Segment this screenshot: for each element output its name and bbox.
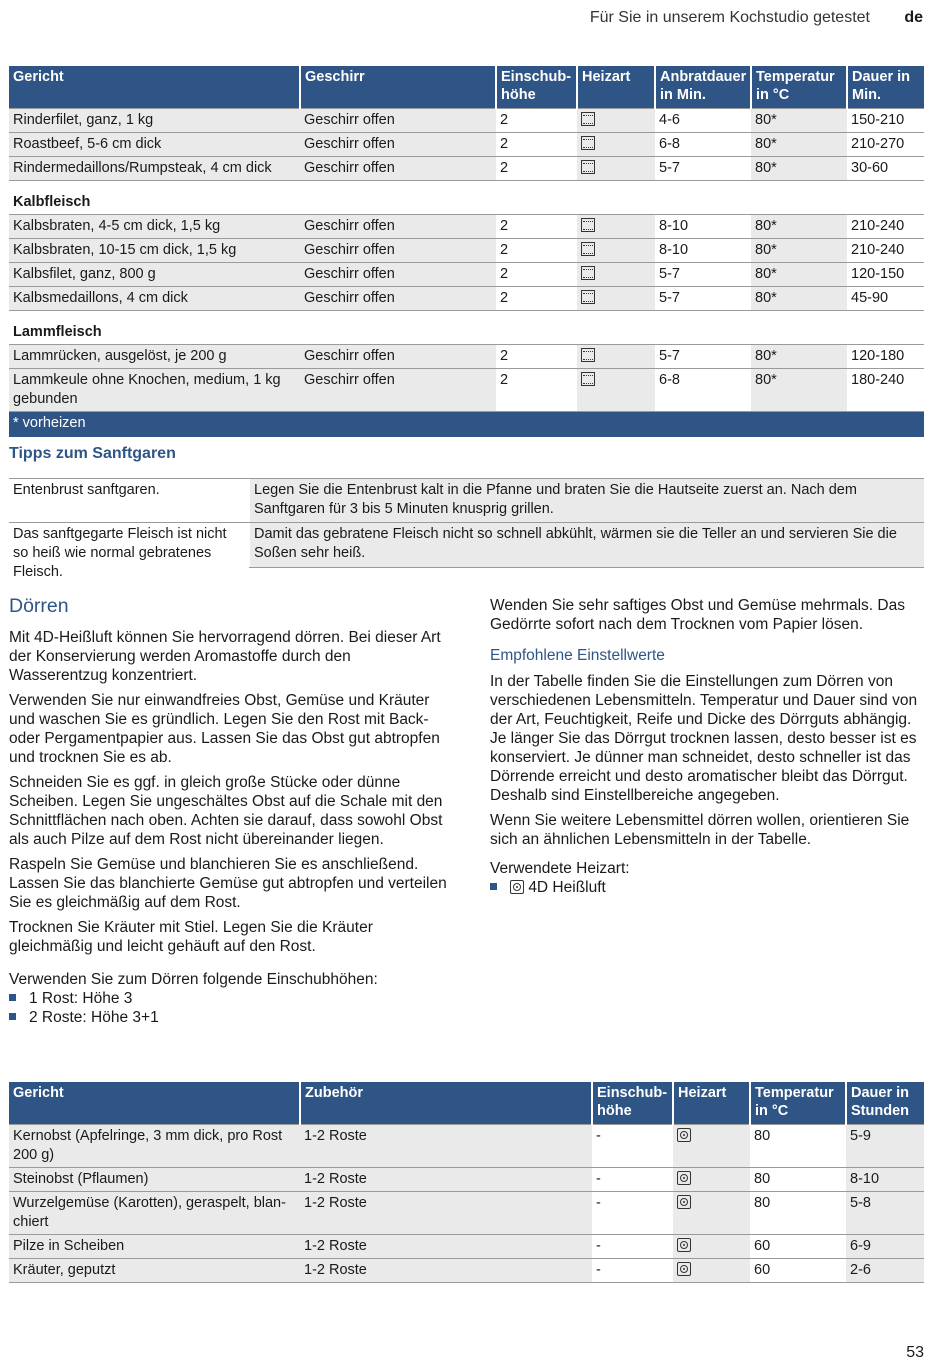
paragraph: Verwenden Sie nur einwandfreies Obst, Gemüse und Kräuter und waschen Sie es gründlich. Legen Sie den Rost mit Back- oder Pergamentpapier aus. Lassen Sie das Obst gut abtropfen und trocknen Sie es ab. xyxy=(9,692,440,766)
dishware-cell: Geschirr offen xyxy=(300,369,496,412)
table-header-row xyxy=(9,66,924,109)
duration-cell: 30-60 xyxy=(847,157,924,181)
sear-cell: 8-10 xyxy=(655,215,751,239)
level-cell: - xyxy=(592,1192,673,1235)
col-header-heating: Heizart xyxy=(673,1082,750,1125)
level-cell: 2 xyxy=(496,239,577,263)
duration-cell: 120-180 xyxy=(847,345,924,369)
paragraph: Schneiden Sie es ggf. in gleich große Stücke oder dünne Scheiben. Legen Sie ungeschältes Obst auf die Schale mit den Schnittflächen nach oben. Achten sie darauf, dass sowohl Obst als auch Pilze auf dem Rost nicht übereinander liegen. xyxy=(9,774,443,848)
tip-row xyxy=(9,522,924,580)
table-row xyxy=(9,215,924,239)
temp-cell: 80 xyxy=(750,1192,846,1235)
top-bottom-heat-icon xyxy=(581,348,595,362)
section-row xyxy=(9,181,924,215)
col-header-accessory: Zubehör xyxy=(300,1082,592,1125)
duration-cell: 210-240 xyxy=(847,239,924,263)
dish-cell: Lammkeule ohne Knochen, medium, 1 kg gebunden xyxy=(9,369,300,412)
level-cell: 2 xyxy=(496,133,577,157)
section-heading-doerren: Dörren xyxy=(9,595,69,617)
top-bottom-heat-icon xyxy=(581,242,595,256)
heating-cell xyxy=(577,369,655,412)
table-row xyxy=(9,369,924,412)
paragraph: Wenden Sie sehr saftiges Obst und Gemüse mehrmals. Das Gedörrte sofort nach dem Trocknen vom Papier lösen. xyxy=(490,597,905,633)
section-label: Lammfleisch xyxy=(9,311,924,345)
bullet-icon xyxy=(9,994,16,1001)
dishware-cell: Geschirr offen xyxy=(300,157,496,181)
accessory-cell: 1-2 Roste xyxy=(300,1259,592,1283)
temp-cell: 80* xyxy=(751,157,847,181)
heating-cell xyxy=(577,133,655,157)
table-row xyxy=(9,133,924,157)
table-row xyxy=(9,1235,924,1259)
heating-intro: Verwendete Heizart: xyxy=(490,860,630,877)
level-cell: - xyxy=(592,1125,673,1168)
tip-row xyxy=(9,478,924,523)
col-header-duration: Dauer in Stunden xyxy=(846,1082,924,1125)
sear-cell: 6-8 xyxy=(655,133,751,157)
duration-cell: 150-210 xyxy=(847,109,924,133)
duration-cell: 45-90 xyxy=(847,287,924,311)
temp-cell: 80 xyxy=(750,1168,846,1192)
duration-cell: 2-6 xyxy=(846,1259,924,1283)
heating-cell xyxy=(577,239,655,263)
bullet-icon xyxy=(490,883,497,890)
table-row xyxy=(9,1168,924,1192)
tip-problem: Das sanftgegarte Fleisch ist nicht so heiß wie normal gebratenes Fleisch. xyxy=(9,523,249,584)
list-item: 2 Roste: Höhe 3+1 xyxy=(9,1008,449,1027)
sear-cell: 5-7 xyxy=(655,157,751,181)
top-bottom-heat-icon xyxy=(581,160,595,174)
footnote-row xyxy=(9,412,924,438)
dish-cell: Kalbsfilet, ganz, 800 g xyxy=(9,263,300,287)
heating-cell xyxy=(577,287,655,311)
duration-cell: 5-8 xyxy=(846,1192,924,1235)
dish-cell: Kalbsbraten, 10-15 cm dick, 1,5 kg xyxy=(9,239,300,263)
page-number: 53 xyxy=(906,1344,924,1361)
col-header-dishware: Geschirr xyxy=(300,66,496,109)
dishware-cell: Geschirr offen xyxy=(300,133,496,157)
temp-cell: 80 xyxy=(750,1125,846,1168)
top-bottom-heat-icon xyxy=(581,266,595,280)
dishware-cell: Geschirr offen xyxy=(300,239,496,263)
sear-cell: 5-7 xyxy=(655,263,751,287)
temp-cell: 80* xyxy=(751,263,847,287)
tip-solution: Legen Sie die Entenbrust kalt in die Pfanne und braten Sie die Hautseite zuerst an. Nach dem Sanftgaren für 3 bis 5 Minuten knusprig grillen. xyxy=(250,479,924,523)
sear-cell: 5-7 xyxy=(655,287,751,311)
dishware-cell: Geschirr offen xyxy=(300,287,496,311)
table-row xyxy=(9,157,924,181)
col-header-dish: Gericht xyxy=(9,1082,300,1125)
level-cell: - xyxy=(592,1259,673,1283)
table-row xyxy=(9,287,924,311)
heating-cell xyxy=(673,1125,750,1168)
paragraph: Raspeln Sie Gemüse und blanchieren Sie es anschließend. Lassen Sie das blanchierte Gemüse gut abtropfen und verteilen Sie es gleichmäßig auf dem Rost. xyxy=(9,856,447,911)
table-header-row xyxy=(9,1082,924,1125)
temp-cell: 80* xyxy=(751,287,847,311)
sear-cell: 5-7 xyxy=(655,345,751,369)
bullet-icon xyxy=(9,1013,16,1020)
paragraph: Wenn Sie weitere Lebensmittel dörren wollen, orientieren Sie sich an ähnlichen Lebensmitteln in der Tabelle. xyxy=(490,812,910,848)
accessory-cell: 1-2 Roste xyxy=(300,1168,592,1192)
duration-cell: 180-240 xyxy=(847,369,924,412)
tip-problem: Entenbrust sanftgaren. xyxy=(9,479,249,502)
level-cell: 2 xyxy=(496,157,577,181)
sear-cell: 4-6 xyxy=(655,109,751,133)
accessory-cell: 1-2 Roste xyxy=(300,1192,592,1235)
header-language: de xyxy=(904,9,923,26)
table-row xyxy=(9,263,924,287)
temp-cell: 80* xyxy=(751,109,847,133)
dish-cell: Rinderfilet, ganz, 1 kg xyxy=(9,109,300,133)
sear-cell: 8-10 xyxy=(655,239,751,263)
col-header-temp: Temperatur in °C xyxy=(751,66,847,109)
heating-cell xyxy=(577,345,655,369)
section-label: Kalbfleisch xyxy=(9,181,924,215)
paragraph: In der Tabelle finden Sie die Einstellungen zum Dörren von verschiedenen Lebensmitteln. Temperatur und Dauer sind von der Art, Feuchtigkeit, Reife und Dicke des Dörrguts abhängig. Je länger Sie das Dörrgut trocknen lassen, desto besser ist es konserviert. Je dünner man schneidet, desto schneller ist das Dörrende erreicht und desto aromatischer bleibt das Dörrgut. Deshalb sind Einstellbereiche angegeben. xyxy=(490,673,918,804)
dishware-cell: Geschirr offen xyxy=(300,345,496,369)
top-bottom-heat-icon xyxy=(581,218,595,232)
col-header-dish: Gericht xyxy=(9,66,300,109)
level-cell: 2 xyxy=(496,369,577,412)
heating-cell xyxy=(577,215,655,239)
4d-hot-air-icon xyxy=(677,1171,691,1185)
dish-cell: Kernobst (Apfelringe, 3 mm dick, pro Rost 200 g) xyxy=(9,1125,300,1168)
levels-intro: Verwenden Sie zum Dörren folgende Einschubhöhen: xyxy=(9,971,378,988)
dishware-cell: Geschirr offen xyxy=(300,109,496,133)
left-column xyxy=(9,594,449,1027)
dish-cell: Rindermedaillons/Rumpsteak, 4 cm dick xyxy=(9,157,300,181)
accessory-cell: 1-2 Roste xyxy=(300,1235,592,1259)
list-item: 4D Heißluft xyxy=(490,878,920,897)
4d-hot-air-icon xyxy=(677,1195,691,1209)
col-header-level: Einschub- höhe xyxy=(496,66,577,109)
temp-cell: 80* xyxy=(751,239,847,263)
dishware-cell: Geschirr offen xyxy=(300,263,496,287)
temp-cell: 60 xyxy=(750,1235,846,1259)
heating-cell xyxy=(577,109,655,133)
duration-cell: 210-270 xyxy=(847,133,924,157)
col-header-temp: Temperatur in °C xyxy=(750,1082,846,1125)
drying-table xyxy=(9,1082,924,1283)
top-bottom-heat-icon xyxy=(581,112,595,126)
tips-heading: Tipps zum Sanftgaren xyxy=(9,445,176,462)
table-row xyxy=(9,1125,924,1168)
tip-solution: Damit das gebratene Fleisch nicht so schnell abkühlt, wärmen sie die Teller an und servieren Sie die Soßen sehr heiß. xyxy=(250,523,924,567)
4d-hot-air-icon xyxy=(510,880,524,894)
col-header-duration: Dauer in Min. xyxy=(847,66,924,109)
temp-cell: 80* xyxy=(751,345,847,369)
heating-cell xyxy=(577,263,655,287)
level-cell: 2 xyxy=(496,109,577,133)
list-item: 1 Rost: Höhe 3 xyxy=(9,989,449,1008)
meat-cooking-table xyxy=(9,66,924,437)
page-header xyxy=(0,9,950,31)
dish-cell: Roastbeef, 5-6 cm dick xyxy=(9,133,300,157)
table-row xyxy=(9,109,924,133)
level-cell: - xyxy=(592,1168,673,1192)
dish-cell: Kalbsbraten, 4-5 cm dick, 1,5 kg xyxy=(9,215,300,239)
4d-hot-air-icon xyxy=(677,1128,691,1142)
dish-cell: Pilze in Scheiben xyxy=(9,1235,300,1259)
dish-cell: Kräuter, geputzt xyxy=(9,1259,300,1283)
top-bottom-heat-icon xyxy=(581,290,595,304)
sear-cell: 6-8 xyxy=(655,369,751,412)
4d-hot-air-icon xyxy=(677,1262,691,1276)
heating-cell xyxy=(577,157,655,181)
level-cell: 2 xyxy=(496,215,577,239)
dish-cell: Steinobst (Pflaumen) xyxy=(9,1168,300,1192)
table-row xyxy=(9,1192,924,1235)
paragraph: Mit 4D-Heißluft können Sie hervorragend dörren. Bei dieser Art der Konservierung werden Aromastoffe durch den Wasserentzug konzentriert. xyxy=(9,629,441,684)
level-cell: 2 xyxy=(496,345,577,369)
heating-cell xyxy=(673,1235,750,1259)
col-header-heating: Heizart xyxy=(577,66,655,109)
duration-cell: 6-9 xyxy=(846,1235,924,1259)
heating-cell xyxy=(673,1192,750,1235)
duration-cell: 210-240 xyxy=(847,215,924,239)
col-header-sear: Anbratdauer in Min. xyxy=(655,66,751,109)
dish-cell: Kalbsmedaillons, 4 cm dick xyxy=(9,287,300,311)
4d-hot-air-icon xyxy=(677,1238,691,1252)
top-bottom-heat-icon xyxy=(581,372,595,386)
section-row xyxy=(9,311,924,345)
duration-cell: 8-10 xyxy=(846,1168,924,1192)
heating-cell xyxy=(673,1259,750,1283)
temp-cell: 80* xyxy=(751,215,847,239)
level-cell: 2 xyxy=(496,287,577,311)
dish-cell: Lammrücken, ausgelöst, je 200 g xyxy=(9,345,300,369)
temp-cell: 60 xyxy=(750,1259,846,1283)
top-bottom-heat-icon xyxy=(581,136,595,150)
accessory-cell: 1-2 Roste xyxy=(300,1125,592,1168)
subheading-settings: Empfohlene Einstellwerte xyxy=(490,647,665,664)
footnote: * vorheizen xyxy=(9,412,924,438)
paragraph: Trocknen Sie Kräuter mit Stiel. Legen Sie die Kräuter gleichmäßig und leicht gehäuft auf den Rost. xyxy=(9,919,373,955)
header-title: Für Sie in unserem Kochstudio getestet xyxy=(589,9,870,26)
level-cell: 2 xyxy=(496,263,577,287)
dish-cell: Wurzelgemüse (Karotten), geraspelt, blan-chiert xyxy=(9,1192,300,1235)
dishware-cell: Geschirr offen xyxy=(300,215,496,239)
heating-cell xyxy=(673,1168,750,1192)
table-row xyxy=(9,239,924,263)
col-header-level: Einschub- höhe xyxy=(592,1082,673,1125)
duration-cell: 5-9 xyxy=(846,1125,924,1168)
level-cell: - xyxy=(592,1235,673,1259)
right-column xyxy=(490,596,920,897)
table-row xyxy=(9,1259,924,1283)
duration-cell: 120-150 xyxy=(847,263,924,287)
temp-cell: 80* xyxy=(751,369,847,412)
table-row xyxy=(9,345,924,369)
temp-cell: 80* xyxy=(751,133,847,157)
